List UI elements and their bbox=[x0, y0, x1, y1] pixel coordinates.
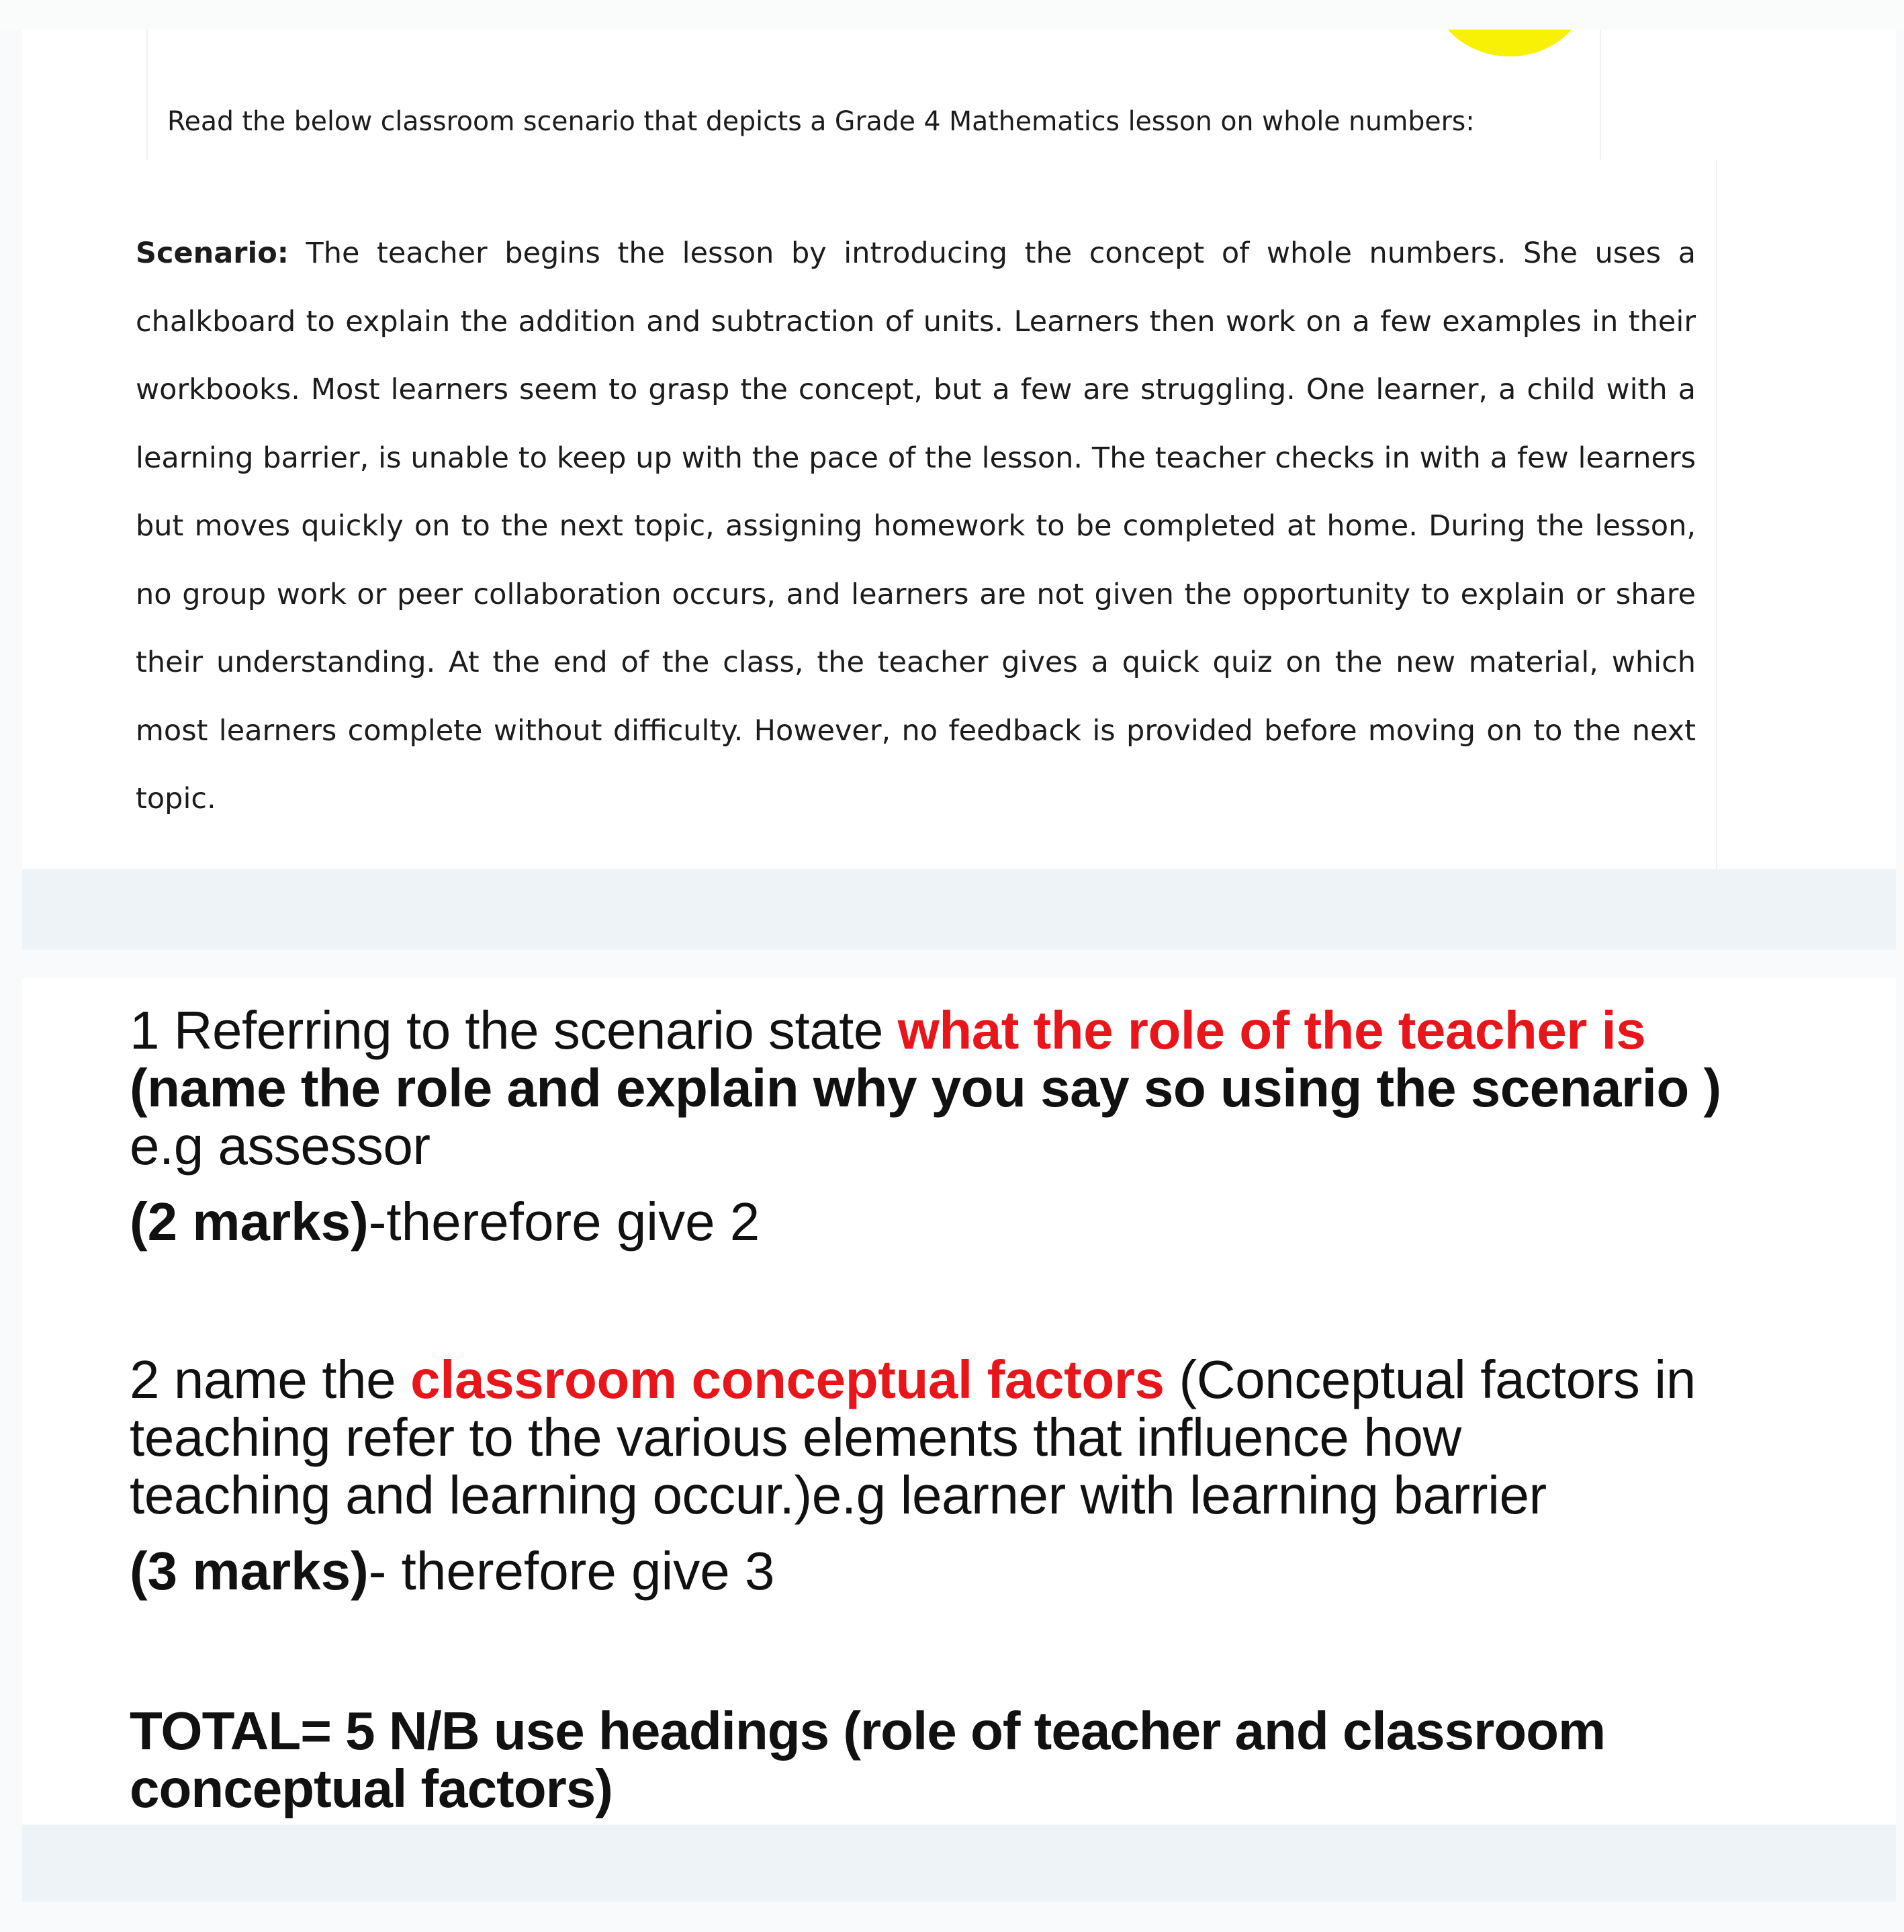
question-1-instruction: (name the role and explain why you say so using the scenario ) bbox=[130, 1058, 1721, 1118]
question-2-marks-value: (3 marks) bbox=[130, 1541, 369, 1601]
scenario-body: The teacher begins the lesson by introducing the concept of whole numbers. She uses a chalkboard to explain the addition and subtraction of units. Learners then work on a few examples in their workbooks. Most learners seem to grasp the concept, but a few are struggling. One learner, a child with a learning barrier, is unable to keep up with the pace of the lesson. The teacher checks in with a few learners but moves quickly on to the next topic, assigning homework to be completed at home. During the lesson, no group work or peer collaboration occurs, and learners are not given the opportunity to explain or share their understanding. At the end of the class, the teacher gives a quick quiz on the new material, which most learners complete without difficulty. However, no feedback is provided before moving on to the next topic. bbox=[136, 236, 1696, 816]
question-2-definition-line-3: teaching and learning occur.)e.g learner with learning barrier bbox=[130, 1465, 1547, 1525]
intro-text: Read the below classroom scenario that depicts a Grade 4 Mathematics lesson on whole numbers: bbox=[167, 106, 1475, 137]
question-1-marks bbox=[130, 1193, 760, 1251]
question-1-highlight: what the role of the teacher is bbox=[897, 1000, 1646, 1060]
question-2-highlight: classroom conceptual factors bbox=[410, 1350, 1165, 1409]
top-background-strip bbox=[0, 0, 1904, 30]
question-1-marks-value: (2 marks) bbox=[130, 1192, 369, 1252]
separator-band bbox=[22, 869, 1896, 950]
questions-card bbox=[22, 978, 1896, 1825]
scenario-paragraph bbox=[136, 220, 1696, 834]
question-1 bbox=[130, 1002, 1721, 1175]
total-marks bbox=[130, 1702, 1605, 1818]
intro-box bbox=[146, 30, 1601, 161]
question-1-example: e.g assessor bbox=[130, 1116, 430, 1176]
question-1-marks-note: -therefore give 2 bbox=[368, 1192, 760, 1252]
question-2-marks bbox=[130, 1542, 775, 1600]
total-line-2: conceptual factors) bbox=[130, 1759, 613, 1818]
question-2-definition-line-1: (Conceptual factors in bbox=[1164, 1350, 1696, 1409]
question-2-definition-line-2: teaching refer to the various elements that influence how bbox=[130, 1407, 1461, 1467]
question-1-prefix: 1 Referring to the scenario state bbox=[130, 1000, 898, 1060]
question-2-prefix: 2 name the bbox=[130, 1350, 411, 1409]
bottom-band bbox=[22, 1825, 1896, 1902]
question-2-marks-note: - therefore give 3 bbox=[368, 1541, 775, 1601]
scenario-card bbox=[22, 30, 1896, 869]
question-2 bbox=[130, 1351, 1696, 1524]
scenario-label: Scenario: bbox=[136, 236, 289, 270]
total-line-1: TOTAL= 5 N/B use headings (role of teacher and classroom bbox=[130, 1701, 1606, 1761]
